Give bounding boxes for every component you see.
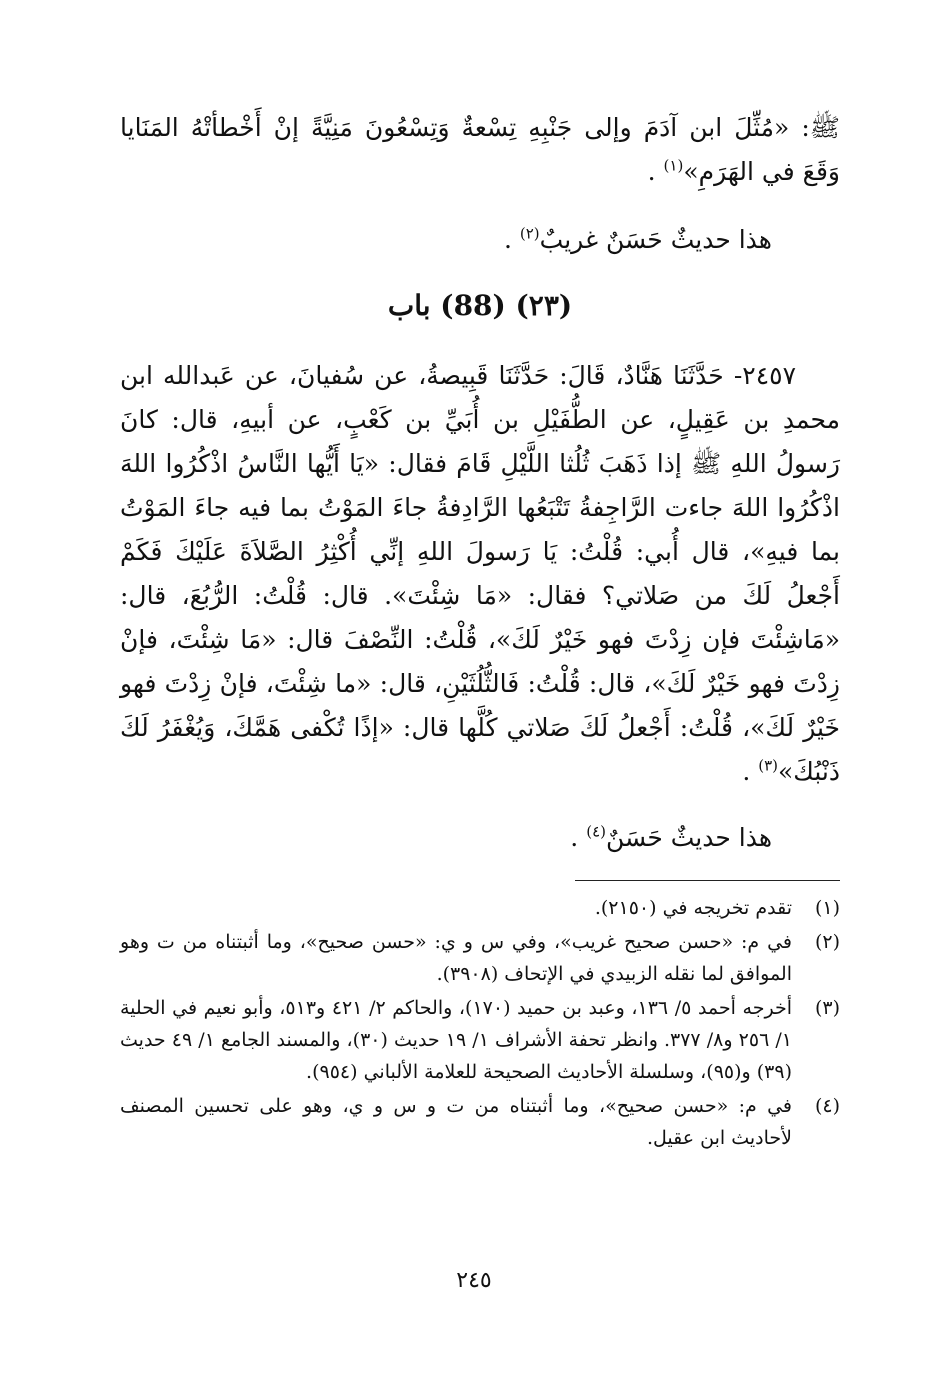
footnote-item <box>120 992 840 1088</box>
footnote-ref-4: (٤) <box>586 822 606 841</box>
hadith-grade-2 <box>120 816 840 860</box>
page-number: ٢٤٥ <box>456 1268 492 1293</box>
chapter-heading: (٢٣) (88) باب <box>387 289 573 322</box>
grade-1-text: هذا حديثٌ حَسَنٌ غريبٌ <box>539 225 772 254</box>
continuation-end: . <box>647 157 664 186</box>
footnote-number: (١) <box>814 897 840 919</box>
hadith-continuation <box>120 106 840 194</box>
hadith-end: . <box>742 757 759 786</box>
hadith-2457 <box>120 354 840 794</box>
footnote-text: تقدم تخريجه في (٢١٥٠). <box>594 897 792 919</box>
grade-2-text: هذا حديثٌ حَسَنٌ <box>605 823 772 852</box>
footnote-item <box>120 1090 840 1154</box>
footnote-text: في م: «حسن صحيح غريب»، وفي س و ي: «حسن صحيح»، وما أثبتناه من ت وهو الموافق لما نقله الزبيدي في الإتحاف (٣٩٠٨). <box>120 931 792 985</box>
grade-1-end: . <box>503 225 520 254</box>
grade-2-end: . <box>570 823 587 852</box>
footnote-ref-2: (٢) <box>519 224 540 243</box>
footnote-number: (٢) <box>814 931 840 953</box>
footnote-text: أخرجه أحمد ٥/ ١٣٦، وعبد بن حميد (١٧٠)، والحاكم ٢/ ٤٢١ و٥١٣، وأبو نعيم في الحلية ١/ ٢٥٦ و٨/ ٣٧٧. وانظر تحفة الأشراف ١/ ١٩ حديث (٣٠)، والمسند الجامع ١/ ٤٩ حديث (٣٩) و(٩٥)، وسلسلة الأحاديث الصحيحة للعلامة الألباني (٩٥٤). <box>120 997 793 1083</box>
footnotes <box>120 892 840 1156</box>
footnote-item <box>120 926 840 990</box>
footnote-number: (٣) <box>814 997 840 1019</box>
footnote-number: (٤) <box>814 1095 840 1117</box>
hadith-grade-1 <box>120 218 840 262</box>
footnote-ref-3: (٣) <box>758 756 778 775</box>
footnote-text: في م: «حسن صحيح»، وما أثبتناه من ت و س و ي، وهو على تحسين المصنف لأحاديث ابن عقيل. <box>120 1095 792 1149</box>
footnote-separator <box>575 880 840 881</box>
continuation-text: ﷺ: «مُثِّلَ ابن آدَمَ وإلى جَنْبِهِ تِسْعةٌ وَتِسْعُونَ مَنِيَّةً إنْ أَخْطأتْهُ المَنَايا وَقَعَ في الهَرَمِ» <box>120 113 840 186</box>
footnote-item <box>120 892 840 924</box>
hadith-text: ٢٤٥٧- حَدَّثَنَا هَنَّادٌ، قَالَ: حَدَّثَنَا قَبِيصةُ، عن سُفيانَ، عن عَبدالله ابن محمدِ بن عَقِيلٍ، عن الطُّفَيْلِ بن أُبَيِّ بن كَعْبٍ، عن أبيهِ، قال: كانَ رَسولُ اللهِ ﷺ إذا ذَهَبَ ثُلُثا اللَّيْلِ قَامَ فقال: «يَا أَيُّها النَّاسُ اذْكُرُوا اللهَ اذْكُرُوا اللهَ جاءت الرَّاجِفةُ تَتْبَعُها الرَّادِفةُ جاءَ المَوْتُ بما فيه جاءَ المَوْتُ بما فيهِ»، قال أُبي: قُلْتُ: يَا رَسولَ اللهِ إنِّي أُكْثِرُ الصَّلاَةَ عَلَيْكَ فَكَمْ أَجْعلُ لَكَ من صَلاتي؟ فقال: «مَا شِئْتَ». قال: قُلْتُ: الرُّبُعَ، قال: «مَاشِئْتَ فإن زِدْتَ فهو خَيْرٌ لَكَ»، قُلْتُ: النِّصْفَ قال: «مَا شِئْتَ، فإنْ زِدْتَ فهو خَيْرٌ لَكَ»، قال: قُلْتُ: فَالثُّلُثَيْنِ، قال: «ما شِئْتَ، فإنْ زِدْتَ فهو خَيْرٌ لَكَ»، قُلْتُ: أَجْعلُ لَكَ صَلاتي كُلَّها قال: «إذًا تُكْفى هَمَّكَ، وَيُغْفَرُ لَكَ ذَنْبُكَ» <box>120 361 841 786</box>
footnote-ref-1: (١) <box>663 156 684 175</box>
